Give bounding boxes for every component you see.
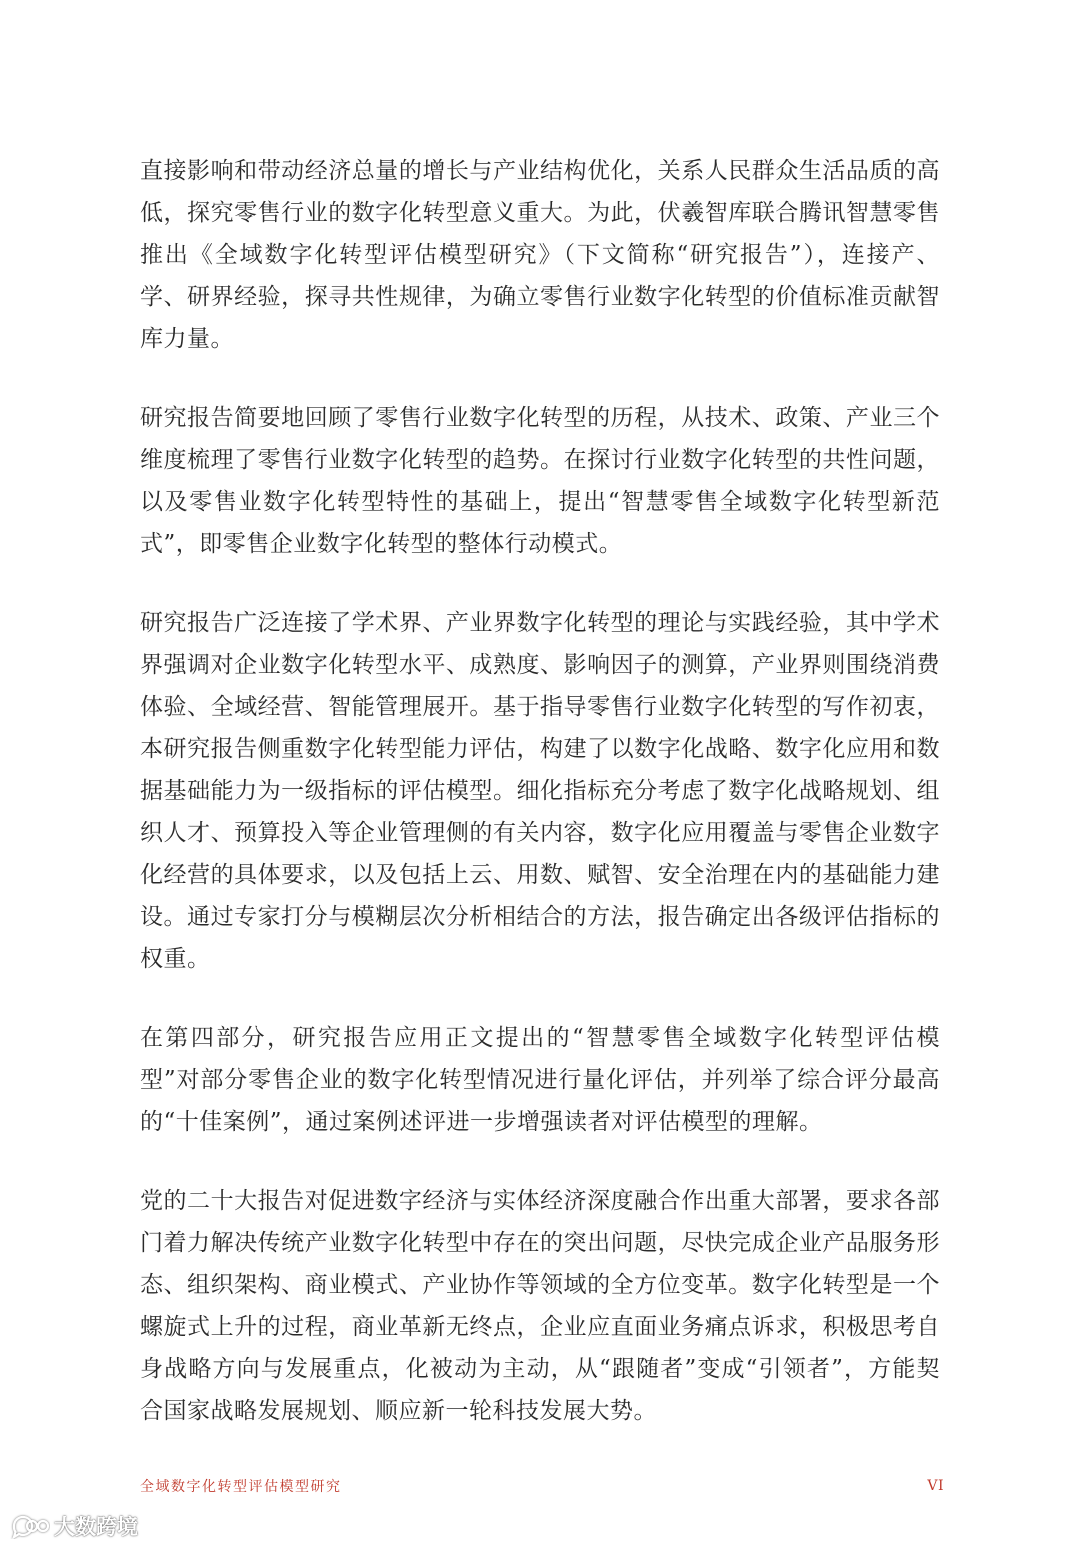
- page-number: VI: [927, 1478, 944, 1494]
- watermark-text: 大数跨境: [54, 1515, 138, 1539]
- paragraph-4: 在第四部分，研究报告应用正文提出的“智慧零售全域数字化转型评估模型”对部分零售企业的数字化转型情况进行量化评估，并列举了综合评分最高的“十佳案例”，通过案例述评进一步增强读者对评估模型的理解。: [140, 1025, 940, 1135]
- page-footer: [140, 1474, 944, 1498]
- document-body: [140, 150, 940, 1469]
- footer-title: 全域数字化转型评估模型研究: [140, 1479, 342, 1495]
- paragraph-1: 直接影响和带动经济总量的增长与产业结构优化，关系人民群众生活品质的高低，探究零售行业的数字化转型意义重大。为此，伏羲智库联合腾讯智慧零售推出《全域数字化转型评估模型研究》（下文简称“研究报告”），连接产、学、研界经验，探寻共性规律，为确立零售行业数字化转型的价值标准贡献智库力量。: [140, 158, 940, 352]
- paragraph-2: 研究报告简要地回顾了零售行业数字化转型的历程，从技术、政策、产业三个维度梳理了零售行业数字化转型的趋势。在探讨行业数字化转型的共性问题，以及零售业数字化转型特性的基础上，提出“智慧零售全域数字化转型新范式”，即零售企业数字化转型的整体行动模式。: [140, 405, 940, 557]
- watermark: [10, 1509, 138, 1543]
- paragraph-3: 研究报告广泛连接了学术界、产业界数字化转型的理论与实践经验，其中学术界强调对企业数字化转型水平、成熟度、影响因子的测算，产业界则围绕消费体验、全域经营、智能管理展开。基于指导零售行业数字化转型的写作初衷，本研究报告侧重数字化转型能力评估，构建了以数字化战略、数字化应用和数据基础能力为一级指标的评估模型。细化指标充分考虑了数字化战略规划、组织人才、预算投入等企业管理侧的有关内容，数字化应用覆盖与零售企业数字化经营的具体要求，以及包括上云、用数、赋智、安全治理在内的基础能力建设。通过专家打分与模糊层次分析相结合的方法，报告确定出各级评估指标的权重。: [140, 610, 940, 972]
- paragraph-5: 党的二十大报告对促进数字经济与实体经济深度融合作出重大部署，要求各部门着力解决传统产业数字化转型中存在的突出问题，尽快完成企业产品服务形态、组织架构、商业模式、产业协作等领域的全方位变革。数字化转型是一个螺旋式上升的过程，商业革新无终点，企业应直面业务痛点诉求，积极思考自身战略方向与发展重点，化被动为主动，从“跟随者”变成“引领者”，方能契合国家战略发展规划、顺应新一轮科技发展大势。: [140, 1188, 940, 1424]
- chat-bubble-logo-icon: [10, 1513, 50, 1539]
